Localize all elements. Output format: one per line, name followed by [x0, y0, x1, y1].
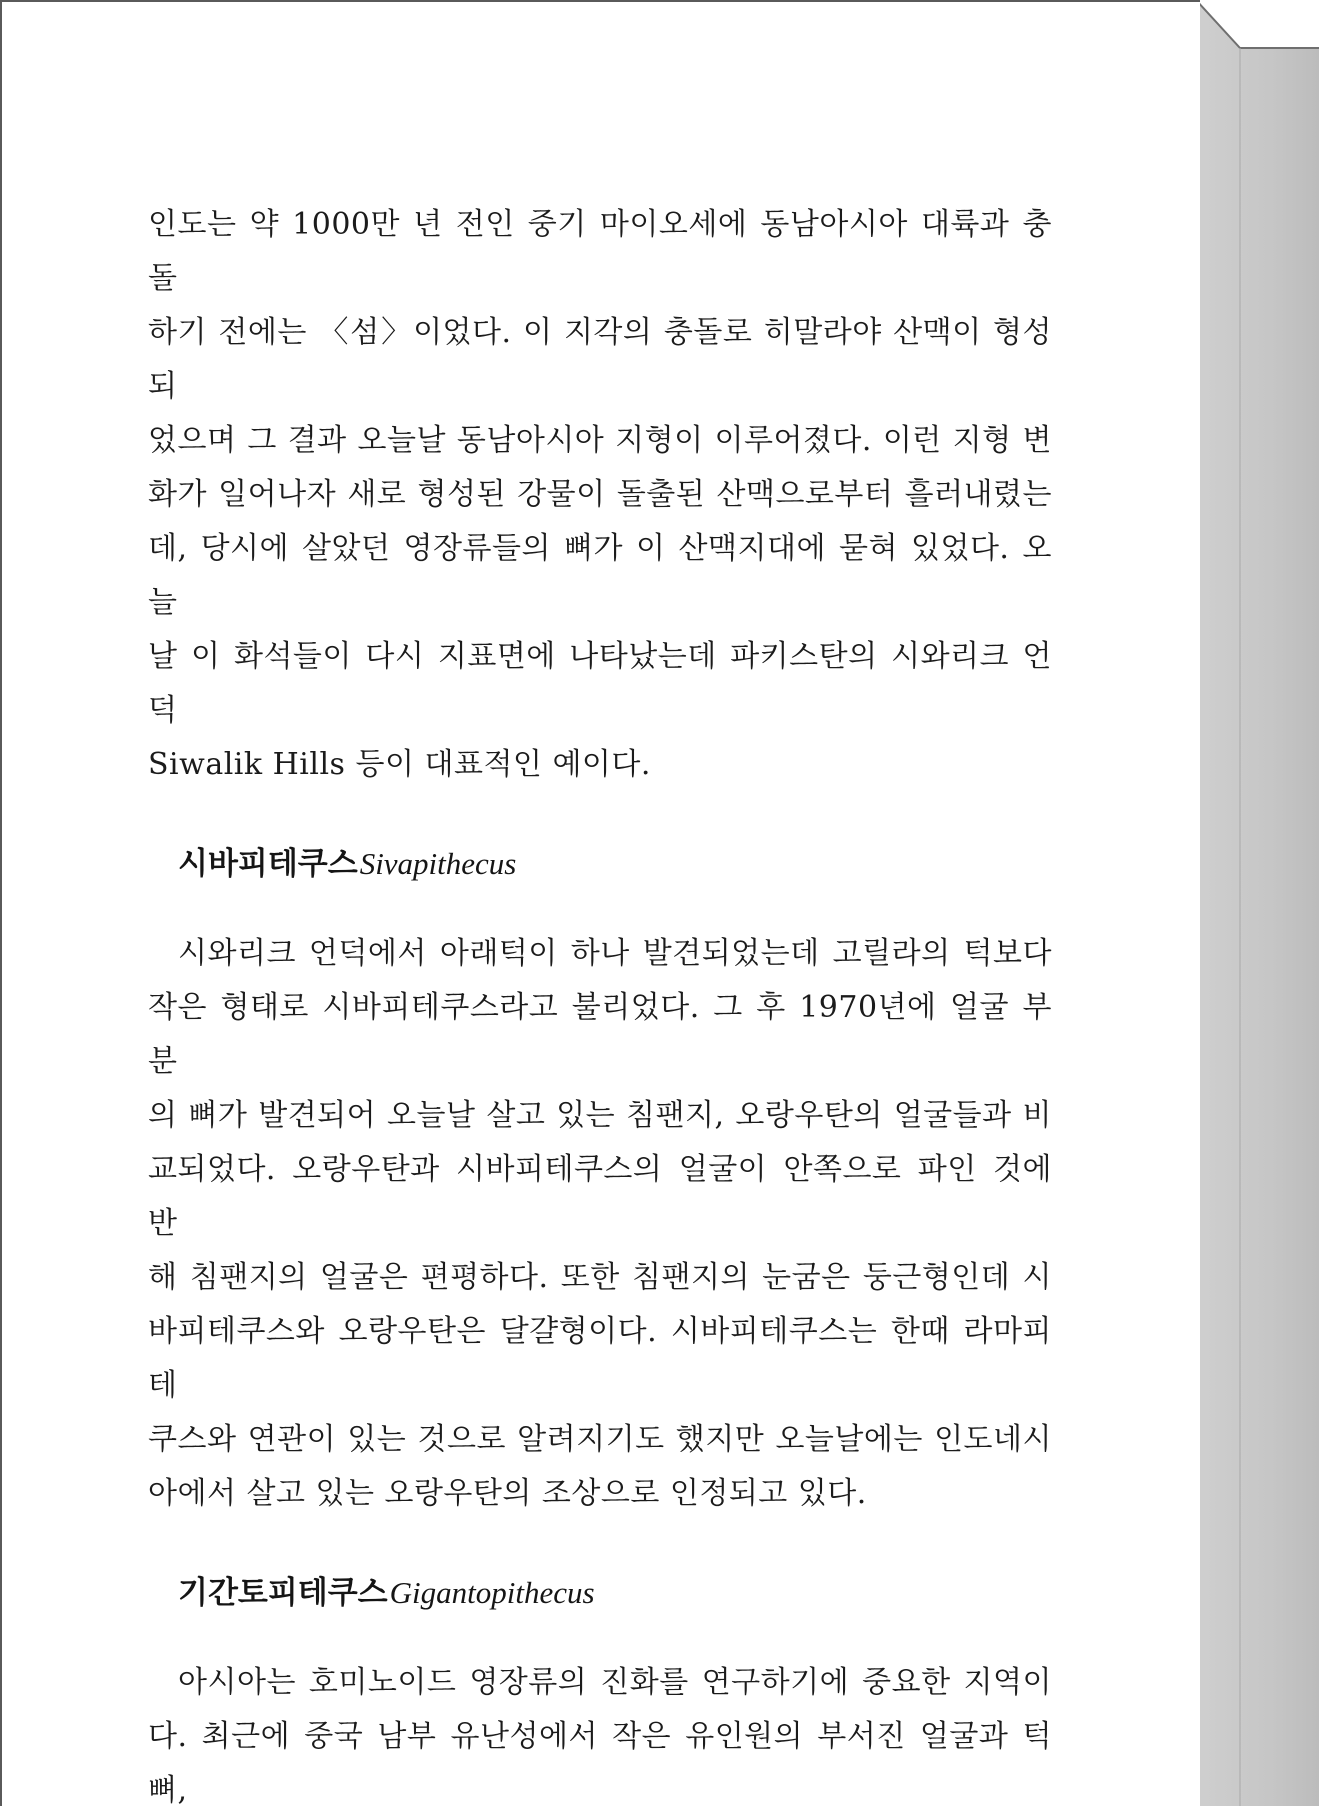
- text-line: Siwalik Hills 등이 대표적인 예이다.: [148, 747, 651, 782]
- text-line: 화가 일어나자 새로 형성된 강물이 돌출된 산맥으로부터 흘러내렸는: [148, 477, 1052, 512]
- page-content: [148, 198, 1052, 1806]
- text-line: 인도는 약 1000만 년 전인 중기 마이오세에 동남아시아 대륙과 충돌: [148, 207, 1052, 296]
- text-line: 시와리크 언덕에서 아래턱이 하나 발견되었는데 고릴라의 턱보다: [178, 936, 1052, 971]
- book-spine: [1196, 0, 1319, 1806]
- text-line: 쿠스와 연관이 있는 것으로 알려지기도 했지만 오늘날에는 인도네시: [148, 1422, 1052, 1457]
- section-heading-sivapithecus: [148, 838, 1052, 883]
- paragraph-gigantopithecus: [148, 1656, 1052, 1806]
- paragraph-india-collision: [148, 198, 1052, 792]
- heading-korean: 시바피테쿠스: [178, 846, 358, 882]
- paragraph-sivapithecus: [148, 927, 1052, 1521]
- text-line: 작은 형태로 시바피테쿠스라고 불리었다. 그 후 1970년에 얼굴 부분: [148, 990, 1052, 1079]
- text-line: 바피테쿠스와 오랑우탄은 달걀형이다. 시바피테쿠스는 한때 라마피테: [148, 1314, 1052, 1403]
- text-line: 날 이 화석들이 다시 지표면에 나타났는데 파키스탄의 시와리크 언덕: [148, 639, 1052, 728]
- text-line: 해 침팬지의 얼굴은 편평하다. 또한 침팬지의 눈굼은 둥근형인데 시: [148, 1260, 1052, 1295]
- heading-latin: Gigantopithecus: [389, 1575, 595, 1610]
- text-line: 의 뼈가 발견되어 오늘날 살고 있는 침팬지, 오랑우탄의 얼굴들과 비: [148, 1098, 1052, 1133]
- text-line: 아시아는 호미노이드 영장류의 진화를 연구하기에 중요한 지역이: [178, 1665, 1052, 1700]
- heading-korean: 기간토피테쿠스: [178, 1575, 388, 1611]
- section-heading-gigantopithecus: [148, 1567, 1052, 1612]
- text-line: 하기 전에는 〈섬〉이었다. 이 지각의 충돌로 히말라야 산맥이 형성되: [148, 315, 1052, 404]
- heading-latin: Sivapithecus: [359, 846, 517, 881]
- text-line: 교되었다. 오랑우탄과 시바피테쿠스의 얼굴이 안쪽으로 파인 것에 반: [148, 1152, 1052, 1241]
- text-line: 데, 당시에 살았던 영장류들의 뼈가 이 산맥지대에 묻혀 있었다. 오늘: [148, 531, 1052, 620]
- text-line: 다. 최근에 중국 남부 유난성에서 작은 유인원의 부서진 얼굴과 턱뼈,: [148, 1719, 1052, 1806]
- text-line: 었으며 그 결과 오늘날 동남아시아 지형이 이루어졌다. 이런 지형 변: [148, 423, 1052, 458]
- text-line: 아에서 살고 있는 오랑우탄의 조상으로 인정되고 있다.: [148, 1476, 867, 1511]
